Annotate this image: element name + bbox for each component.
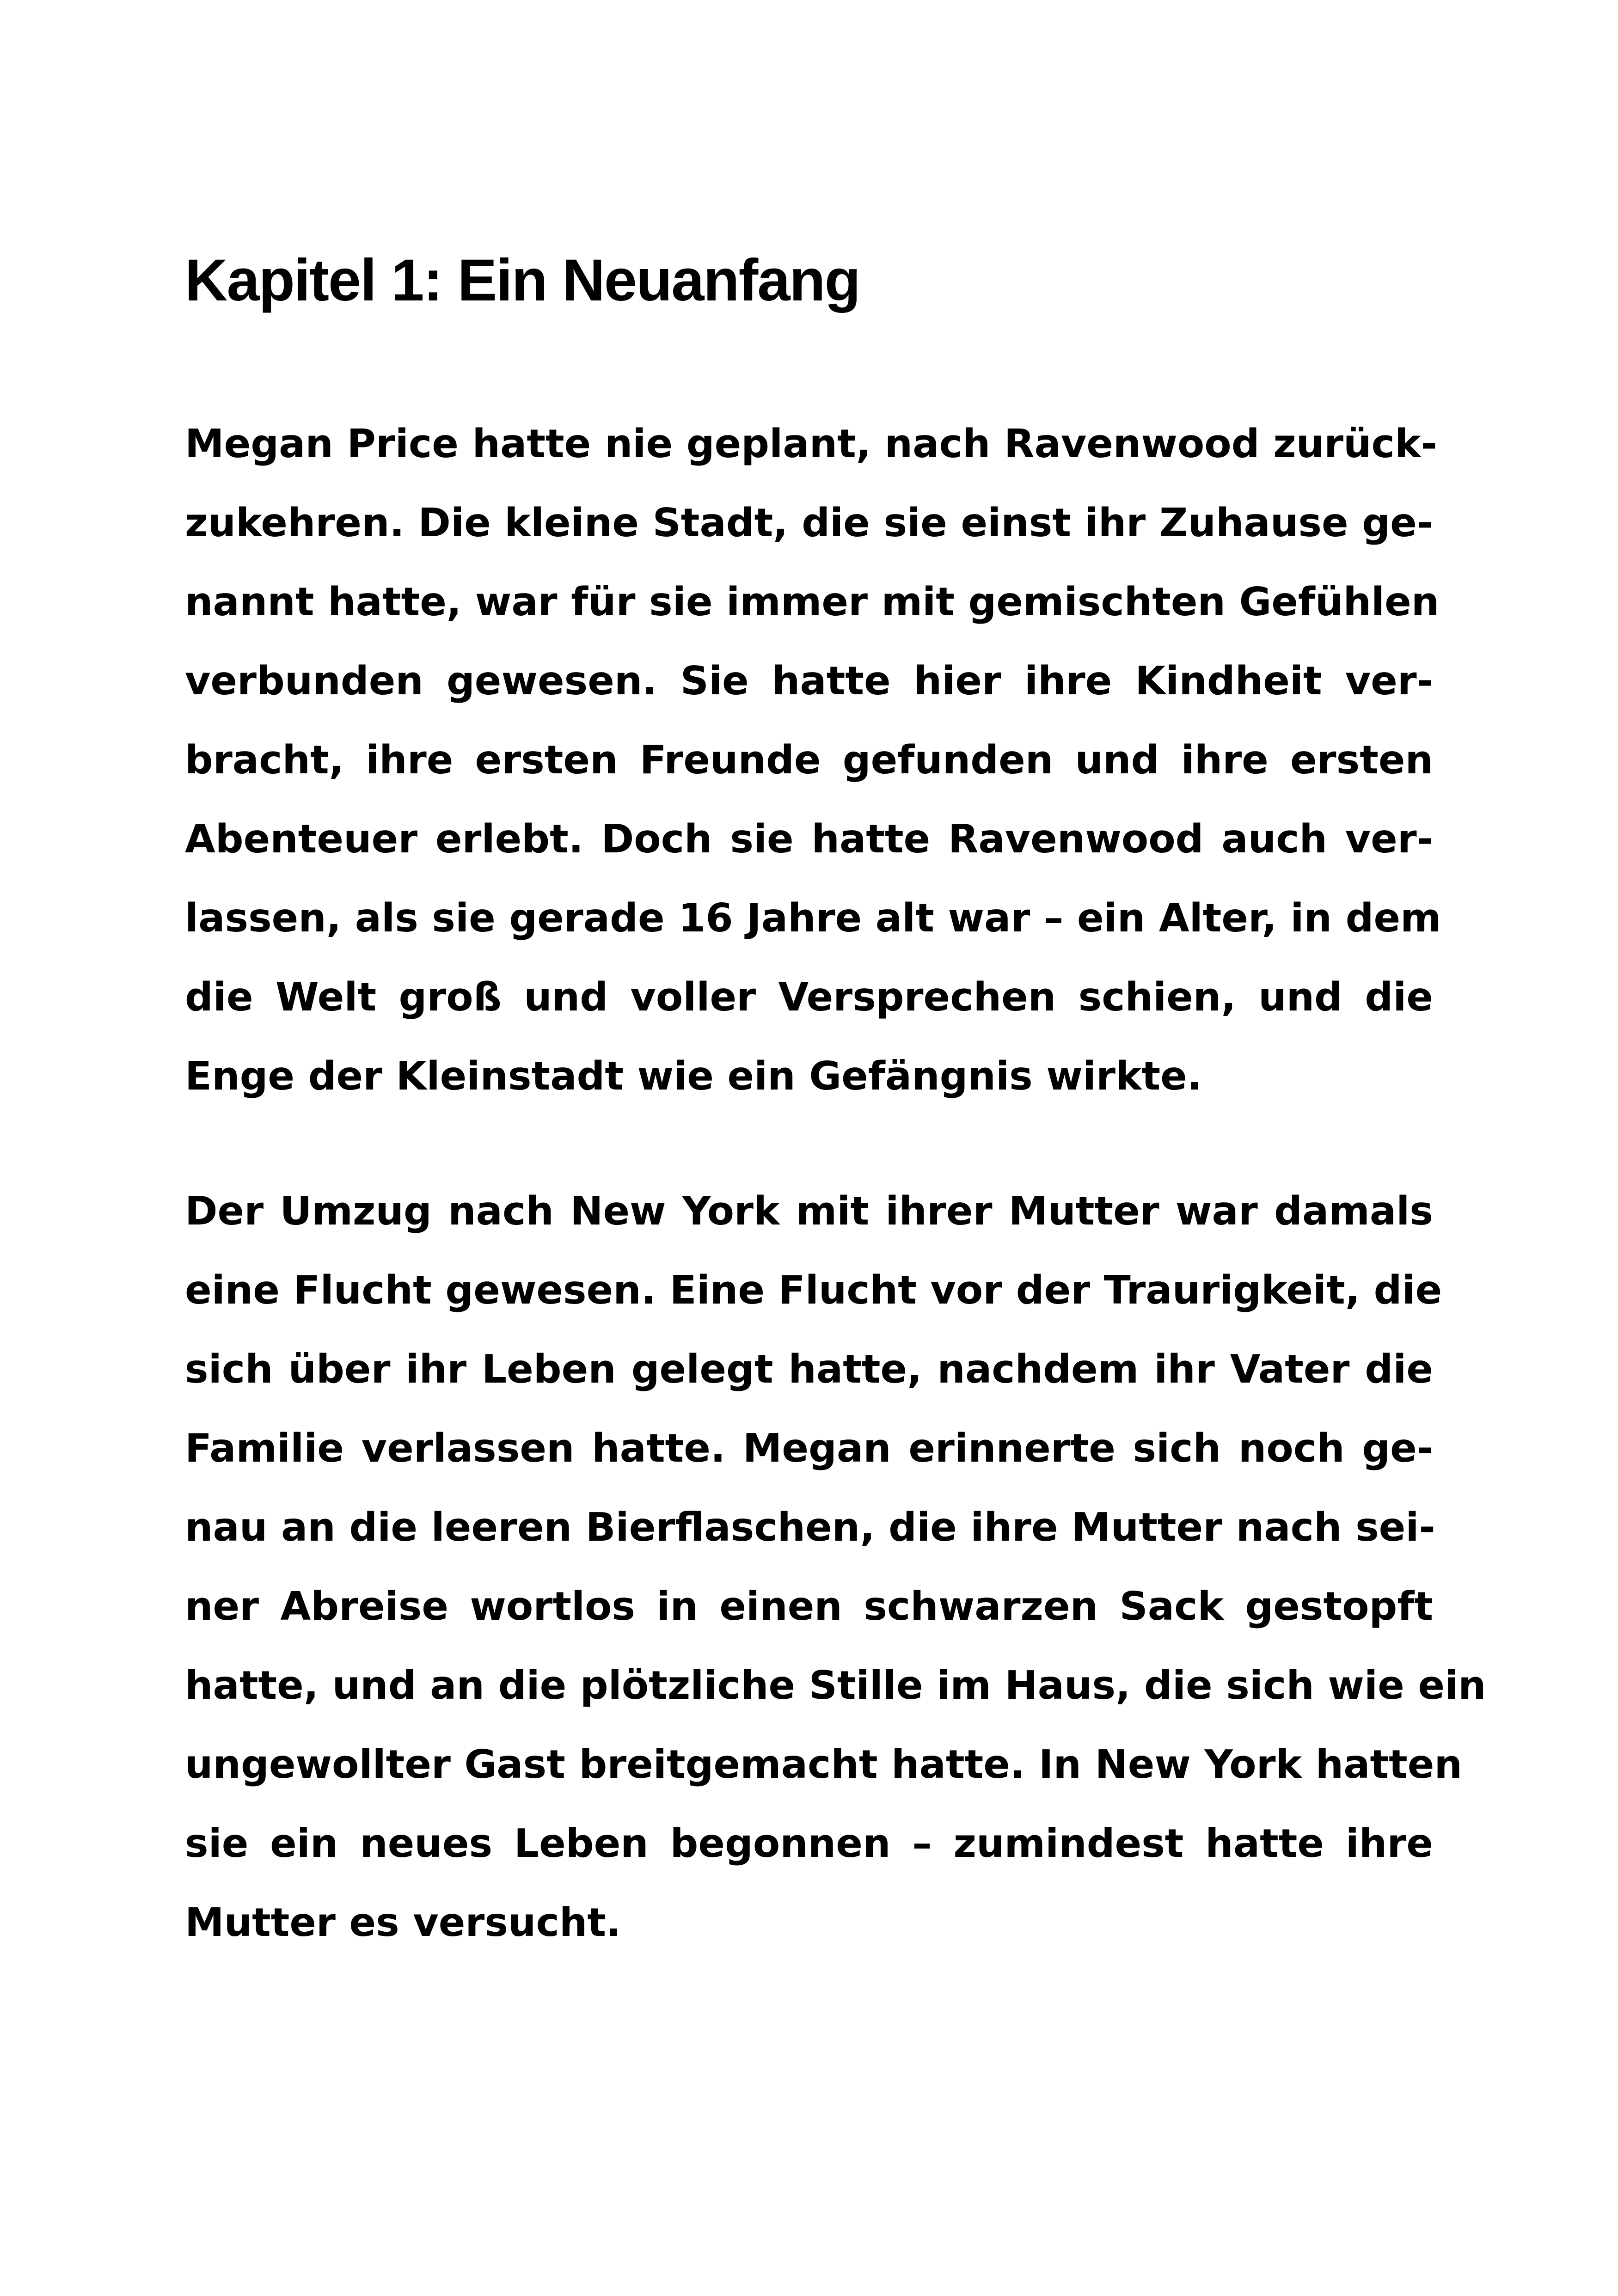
paragraph-1 [185, 404, 1441, 1116]
paragraph-line: sie ein neues Leben begonnen – zumindest hatte ihre [185, 1821, 1433, 1867]
paragraph-line: Familie verlassen hatte. Megan erinnerte sich noch ge- [185, 1426, 1433, 1471]
paragraph-line: Mutter es versucht. [185, 1900, 621, 1946]
paragraph-2 [185, 1172, 1486, 1962]
paragraph-line: Der Umzug nach New York mit ihrer Mutter war damals [185, 1188, 1433, 1234]
paragraph-line: ner Abreise wortlos in einen schwarzen Sack gestopft [185, 1584, 1433, 1629]
paragraph-line: sich über ihr Leben gelegt hatte, nachdem ihr Vater die [185, 1347, 1433, 1392]
chapter-heading: Kapitel 1: Ein Neuanfang [185, 247, 860, 313]
paragraph-line: die Welt groß und voller Versprechen schien, und die [185, 974, 1433, 1020]
paragraph-line: lassen, als sie gerade 16 Jahre alt war – ein Alter, in dem [185, 895, 1441, 941]
paragraph-line: Enge der Kleinstadt wie ein Gefängnis wirkte. [185, 1053, 1202, 1099]
paragraph-line: nannt hatte, war für sie immer mit gemischten Gefühlen [185, 579, 1440, 625]
paragraph-line: verbunden gewesen. Sie hatte hier ihre Kindheit ver- [185, 658, 1433, 704]
paragraph-line: zukehren. Die kleine Stadt, die sie einst ihr Zuhause ge- [185, 500, 1433, 546]
paragraph-line: Megan Price hatte nie geplant, nach Ravenwood zurück- [185, 421, 1437, 467]
paragraph-line: eine Flucht gewesen. Eine Flucht vor der Traurigkeit, die [185, 1267, 1442, 1313]
paragraph-line: Abenteuer erlebt. Doch sie hatte Ravenwood auch ver- [185, 816, 1433, 862]
paragraph-line: nau an die leeren Bierflaschen, die ihre Mutter nach sei- [185, 1505, 1435, 1550]
paragraph-line: hatte, und an die plötzliche Stille im Haus, die sich wie ein [185, 1663, 1486, 1708]
paragraph-line: ungewollter Gast breitgemacht hatte. In New York hatten [185, 1742, 1462, 1788]
paragraph-line: bracht, ihre ersten Freunde gefunden und ihre ersten [185, 737, 1433, 783]
